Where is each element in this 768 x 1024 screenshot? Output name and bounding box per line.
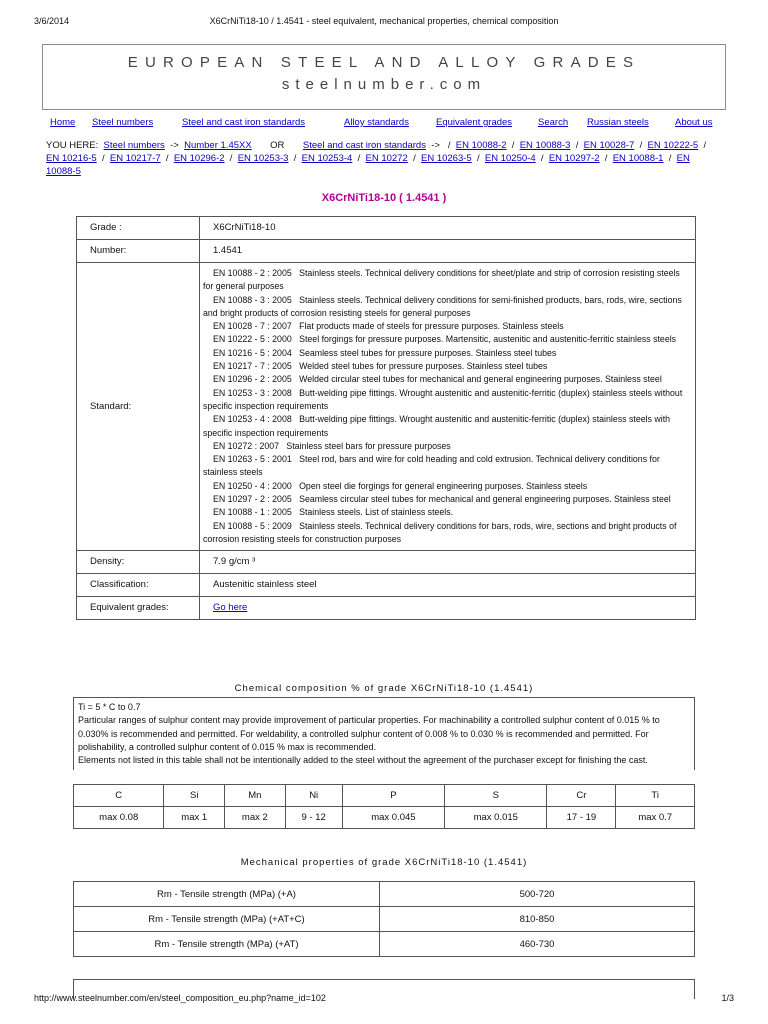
- breadcrumb-standard-link[interactable]: EN 10263-5: [421, 153, 472, 164]
- breadcrumb-or: OR: [270, 140, 285, 151]
- element-value: 17 - 19: [547, 807, 616, 829]
- breadcrumb-standard-link[interactable]: EN 10296-2: [173, 153, 225, 164]
- breadcrumb-standard-link[interactable]: EN 10088-5: [46, 153, 690, 177]
- breadcrumb-standard-link[interactable]: EN 10253-3: [237, 153, 289, 164]
- chemical-note: Particular ranges of sulphur content may provide improvement of particular properties. For machinability a controlled sulphur content of 0.015 % to 0.030% is recommended and permitted. For weldability, a controlled sulphur content of 0.008 % to 0.030 % is recommended and permitted. For polishability, a controlled sulphur content of 0.015 % max is recommended.: [78, 715, 660, 752]
- breadcrumb-standard-link[interactable]: EN 10272: [365, 153, 408, 164]
- table-header-row: [74, 785, 695, 807]
- nav-russian-steels[interactable]: Russian steels: [587, 117, 649, 128]
- nav-equivalent-grades[interactable]: Equivalent grades: [436, 117, 513, 128]
- element-header: P: [342, 785, 444, 807]
- mechanical-property-label: Rm - Tensile strength (MPa) (+A): [74, 882, 380, 907]
- element-header: Ti: [616, 785, 695, 807]
- grade-label: Grade :: [77, 217, 200, 240]
- element-value: max 1: [164, 807, 225, 829]
- banner-title: EUROPEAN STEEL AND ALLOY GRADES: [127, 54, 641, 71]
- nav-about-us[interactable]: About us: [675, 117, 713, 128]
- breadcrumb-arrow: ->: [431, 140, 440, 151]
- breadcrumb-separator: /: [575, 140, 579, 151]
- nav-standards[interactable]: Steel and cast iron standards: [182, 117, 306, 128]
- element-value: max 2: [225, 807, 286, 829]
- table-row: [77, 551, 696, 574]
- print-date: 3/6/2014: [34, 16, 70, 26]
- number-label: Number:: [77, 240, 200, 263]
- breadcrumb-standard-link[interactable]: EN 10028-7: [583, 140, 635, 151]
- grade-title: X6CrNiTi18-10 ( 1.4541 ): [321, 192, 447, 204]
- breadcrumb-separator: /: [229, 153, 233, 164]
- breadcrumb-separator: /: [413, 153, 416, 164]
- site-banner[interactable]: [42, 44, 726, 110]
- breadcrumb-separator: /: [476, 153, 480, 164]
- breadcrumb-separator: /: [703, 140, 707, 151]
- standard-entry: EN 10088 - 5 : 2009 Stainless steels. Technical delivery conditions for bars, rods, wire, sections and bright products of corrosion resisting steels for construction purposes: [203, 520, 677, 544]
- mechanical-property-value: 500-720: [380, 882, 695, 907]
- breadcrumb-standard-link[interactable]: EN 10297-2: [548, 153, 600, 164]
- element-header: Cr: [547, 785, 616, 807]
- breadcrumb-standard-link[interactable]: EN 10250-4: [484, 153, 536, 164]
- mechanical-properties-title: Mechanical properties of grade X6CrNiTi18-10 (1.4541): [240, 857, 528, 868]
- breadcrumb-number[interactable]: Number 1.45XX: [184, 140, 252, 151]
- banner-subtitle: steelnumber.com: [281, 76, 487, 93]
- breadcrumb-separator: /: [511, 140, 515, 151]
- classification-value: Austenitic stainless steel: [200, 574, 696, 597]
- standard-entry: EN 10297 - 2 : 2005 Seamless circular steel tubes for mechanical and general engineering purposes. Stainless steel: [213, 494, 671, 505]
- breadcrumb-standard-link[interactable]: EN 10217-7: [109, 153, 161, 164]
- equivalent-grades-cell: [200, 597, 696, 620]
- breadcrumb-standard-link[interactable]: EN 10253-4: [301, 153, 353, 164]
- element-value: max 0.08: [74, 807, 164, 829]
- properties-table: [76, 216, 696, 620]
- table-row: [77, 240, 696, 263]
- breadcrumb-standard-link[interactable]: EN 10088-2: [455, 140, 507, 151]
- breadcrumb-steel-numbers[interactable]: Steel numbers: [103, 140, 165, 151]
- print-page-title: X6CrNiTi18-10 / 1.4541 - steel equivalent, mechanical properties, chemical composition: [209, 16, 559, 26]
- nav-alloy-standards[interactable]: Alloy standards: [344, 117, 409, 128]
- print-page-number: 1/3: [721, 993, 734, 1003]
- breadcrumb-separator: /: [101, 153, 105, 164]
- standard-entry: EN 10222 - 5 : 2000 Steel forgings for pressure purposes. Martensitic, austenitic and austenitic-ferritic stainless steels: [213, 334, 677, 345]
- breadcrumb-separator: /: [639, 140, 643, 151]
- print-header: [34, 16, 734, 30]
- standard-entry: EN 10272 : 2007 Stainless steel bars for pressure purposes: [213, 440, 451, 451]
- breadcrumb-separator: /: [668, 153, 672, 164]
- breadcrumb-arrow: ->: [170, 140, 179, 151]
- table-row: [77, 574, 696, 597]
- nav-search[interactable]: Search: [538, 117, 569, 128]
- table-row: [74, 882, 695, 907]
- standards-list: [200, 263, 696, 551]
- element-value: max 0.015: [445, 807, 547, 829]
- standard-entry: EN 10250 - 4 : 2000 Open steel die forgings for general engineering purposes. Stainless steels: [213, 480, 588, 491]
- breadcrumb: [46, 139, 722, 178]
- element-value: 9 - 12: [285, 807, 342, 829]
- equivalent-grades-link[interactable]: Go here: [213, 602, 248, 614]
- breadcrumb-standard-link[interactable]: EN 10216-5: [46, 153, 97, 164]
- nav-home[interactable]: Home: [50, 117, 76, 128]
- element-header: Si: [164, 785, 225, 807]
- equivalent-grades-label: Equivalent grades:: [77, 597, 200, 620]
- element-header: S: [445, 785, 547, 807]
- mechanical-property-value: 810-850: [380, 907, 695, 932]
- density-label: Density:: [77, 551, 200, 574]
- mechanical-property-value: 460-730: [380, 932, 695, 957]
- standard-entry: EN 10028 - 7 : 2007 Flat products made of steels for pressure purposes. Stainless steels: [213, 321, 564, 332]
- standard-label: Standard:: [77, 263, 200, 551]
- element-value: max 0.045: [342, 807, 444, 829]
- chemical-note: Ti = 5 * C to 0.7: [78, 702, 141, 712]
- table-row: [77, 263, 696, 551]
- standard-entry: EN 10263 - 5 : 2001 Steel rod, bars and wire for cold heading and cold extrusion. Technical delivery conditions for stainless steels: [203, 454, 660, 478]
- classification-label: Classification:: [77, 574, 200, 597]
- element-value: max 0.7: [616, 807, 695, 829]
- table-row: [74, 807, 695, 829]
- table-row: [77, 217, 696, 240]
- chemical-notes: [73, 697, 695, 770]
- table-row: [74, 932, 695, 957]
- chemical-note: Elements not listed in this table shall not be intentionally added to the steel without the agreement of the purchaser except for finishing the cast.: [78, 755, 648, 766]
- standard-entry: EN 10216 - 5 : 2004 Seamless steel tubes for pressure purposes. Stainless steel tubes: [213, 347, 557, 358]
- nav-steel-numbers[interactable]: Steel numbers: [92, 117, 154, 128]
- breadcrumb-separator: /: [540, 153, 544, 164]
- breadcrumb-standard-link[interactable]: EN 10088-1: [612, 153, 664, 164]
- standard-entry: EN 10296 - 2 : 2005 Welded circular steel tubes for mechanical and general engineering purposes. Stainless steel: [213, 374, 662, 385]
- breadcrumb-separator: /: [293, 153, 297, 164]
- element-header: Mn: [225, 785, 286, 807]
- number-value: 1.4541: [200, 240, 696, 263]
- element-header: Ni: [285, 785, 342, 807]
- breadcrumb-standards[interactable]: Steel and cast iron standards: [302, 140, 426, 151]
- density-value: 7.9 g/cm ³: [200, 551, 696, 574]
- breadcrumb-separator: /: [447, 140, 451, 151]
- breadcrumb-standard-link[interactable]: EN 10222-5: [647, 140, 699, 151]
- table-row: [77, 597, 696, 620]
- standard-entry: EN 10253 - 4 : 2008 Butt-welding pipe fittings. Wrought austenitic and austenitic-ferritic (duplex) stainless steels with specific inspection requirements: [203, 414, 671, 438]
- chemical-composition-title: Chemical composition % of grade X6CrNiTi18-10 (1.4541): [234, 683, 534, 694]
- breadcrumb-standard-link[interactable]: EN 10088-3: [519, 140, 571, 151]
- standard-entry: EN 10088 - 3 : 2005 Stainless steels. Technical delivery conditions for semi-finished products, bars, rods, wire, sections and bright products of corrosion resisting steels for general purposes: [203, 294, 682, 318]
- breadcrumb-separator: /: [165, 153, 169, 164]
- print-url: http://www.steelnumber.com/en/steel_composition_eu.php?name_id=102: [34, 993, 326, 1003]
- mechanical-property-label: Rm - Tensile strength (MPa) (+AT+C): [74, 907, 380, 932]
- grade-value: X6CrNiTi18-10: [200, 217, 696, 240]
- element-header: C: [74, 785, 164, 807]
- print-footer: [34, 993, 734, 1003]
- breadcrumb-separator: /: [357, 153, 361, 164]
- mechanical-properties-table: [73, 881, 695, 957]
- mechanical-property-label: Rm - Tensile strength (MPa) (+AT): [74, 932, 380, 957]
- standard-entry: EN 10253 - 3 : 2008 Butt-welding pipe fittings. Wrought austenitic and austenitic-ferritic (duplex) stainless steels without specific inspection requirements: [203, 387, 683, 411]
- chemical-composition-table: [73, 784, 695, 829]
- standard-entry: EN 10217 - 7 : 2005 Welded steel tubes for pressure purposes. Stainless steel tubes: [213, 361, 548, 372]
- table-row: [74, 907, 695, 932]
- standard-entry: EN 10088 - 1 : 2005 Stainless steels. List of stainless steels.: [213, 507, 454, 518]
- breadcrumb-prefix: YOU HERE:: [46, 140, 99, 151]
- standard-entry: EN 10088 - 2 : 2005 Stainless steels. Technical delivery conditions for sheet/plate and strip of corrosion resisting steels for general purposes: [203, 268, 680, 292]
- breadcrumb-separator: /: [604, 153, 608, 164]
